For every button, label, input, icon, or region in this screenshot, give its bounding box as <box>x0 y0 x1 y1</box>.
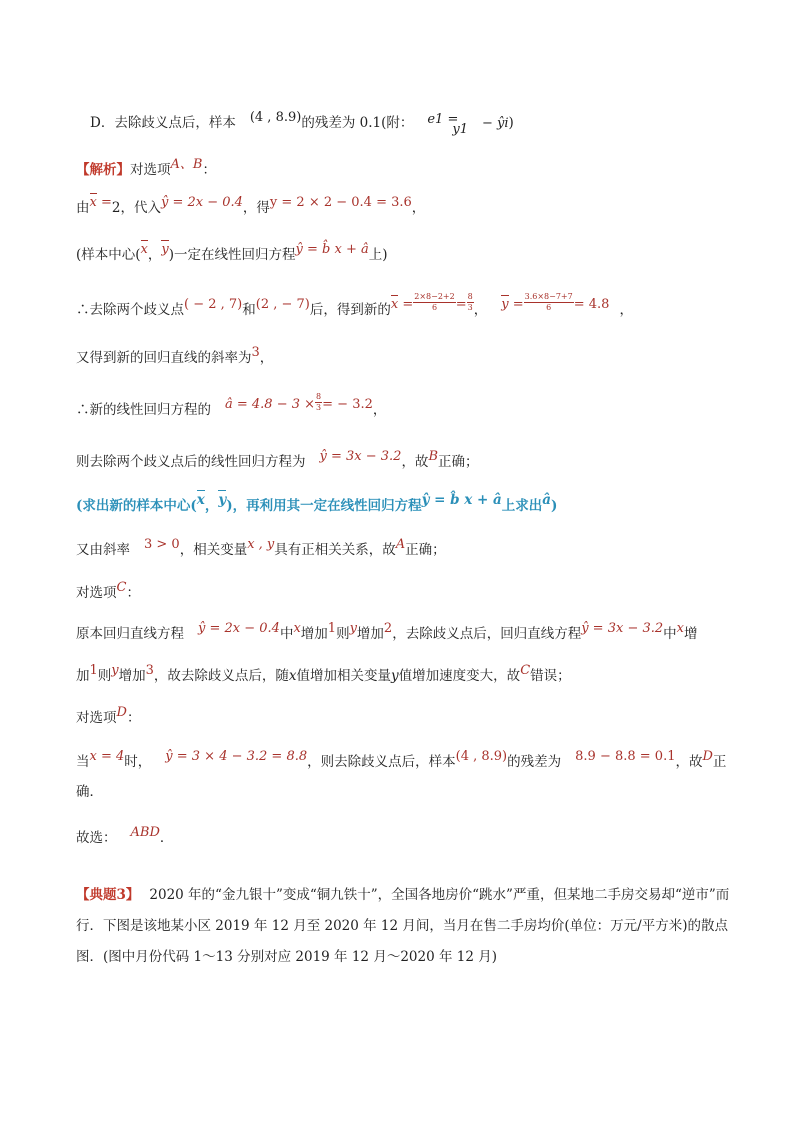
text: ， <box>147 247 162 263</box>
math: = <box>402 297 414 312</box>
math: D <box>702 749 713 764</box>
line-8-hint <box>76 492 754 516</box>
math-ybar: y <box>218 492 227 508</box>
text: 时， <box>124 754 152 770</box>
example-tag: 【典题3】 <box>76 887 140 903</box>
line-5 <box>76 345 754 369</box>
text: 错误； <box>530 668 571 684</box>
text: ， <box>619 302 633 318</box>
text: )，再利用其一定在线性回归方程 <box>226 498 422 514</box>
math-eq: ŷ = b̂ x + â <box>295 242 369 257</box>
math: x <box>293 621 301 636</box>
math-eq: ŷ = 2x − 0.4 <box>160 195 243 210</box>
line-3 <box>76 242 754 266</box>
math-eq: 8.9 − 8.8 = 0.1 <box>575 749 676 764</box>
text: 值增加速度变大，故 <box>398 668 521 684</box>
line-11 <box>76 621 754 645</box>
math: C <box>520 663 531 678</box>
math: â <box>542 492 552 508</box>
text: ，则去除歧义点后，样本 <box>307 754 456 770</box>
math: x , y <box>247 537 275 552</box>
frac-den: 3 <box>316 403 322 412</box>
math-yi: − ŷi <box>481 116 509 131</box>
text: 则 <box>97 668 112 684</box>
math-xbar: x <box>196 492 205 508</box>
math: A <box>395 537 406 552</box>
text: 对选项 <box>130 162 171 178</box>
line-7 <box>76 449 754 473</box>
text: 又由斜率 <box>76 542 130 558</box>
math-eq: ŷ = 3x − 3.2 <box>319 449 402 464</box>
text: ： <box>126 710 141 726</box>
frac-num: 8 <box>467 292 473 301</box>
line-2 <box>76 195 754 219</box>
text: 故选： <box>76 830 117 846</box>
text: 正 <box>712 754 727 770</box>
math: 3 <box>145 663 154 678</box>
math: y <box>349 621 357 636</box>
text: 2 <box>111 200 121 216</box>
math-e1: e1 = <box>427 112 459 127</box>
math-eq: x = 4 <box>89 749 125 764</box>
text: 加 <box>76 668 90 684</box>
text: 增 <box>683 626 698 642</box>
text: 由 <box>76 200 90 216</box>
line-13 <box>76 705 754 729</box>
frac-den: 6 <box>431 303 438 312</box>
math: x <box>676 621 684 636</box>
math: = <box>455 297 467 312</box>
text: ： <box>126 585 140 601</box>
text: ，故 <box>675 754 703 770</box>
answer-line <box>76 825 754 849</box>
math-point: (4 , 8.9) <box>249 110 302 125</box>
text: 增加 <box>118 668 146 684</box>
math-xbar: x <box>141 240 148 260</box>
math-y1: y1 <box>452 122 468 137</box>
math: 2 <box>383 621 393 636</box>
line-10 <box>76 580 754 604</box>
text: ， <box>204 498 219 514</box>
text: (求出新的样本中心( <box>76 498 197 514</box>
text: ，故去除歧义点后，随 <box>153 668 289 684</box>
text: ． <box>159 830 174 846</box>
text: ， <box>411 200 426 216</box>
math: y <box>391 668 399 684</box>
text: 上求出 <box>501 498 543 514</box>
example-text: 2020 年的“金九银十”变成“铜九铁十”，全国各地房价“跳水”严重，但某地二手房交易却“逆市”而行．下图是该地某小区 2019 年 12 月至 2020 年 12 月间，当月在售二手房均价(单位：万元/平方米)的散点图．(图中月份代码 1～13 分别对应 2019 年 12 月～2020 年 12 月) <box>76 887 730 965</box>
math: 3 <box>251 345 260 360</box>
text: ∴去除两个歧义点 <box>76 302 184 318</box>
text: ， <box>473 302 488 318</box>
text: ) <box>551 498 558 514</box>
math: = 4.8 <box>573 297 610 312</box>
line-14 <box>76 749 754 773</box>
math: 3 > 0 <box>144 537 180 552</box>
frac-den: 3 <box>467 303 473 312</box>
math: y <box>111 663 119 678</box>
text: ，得 <box>242 200 270 216</box>
text: 值增加相关变量 <box>296 668 392 684</box>
example-3 <box>76 880 754 973</box>
frac-num: 3.6×8−7+7 <box>524 292 573 301</box>
text: 的残差为 <box>507 754 562 770</box>
math: B <box>428 449 438 464</box>
math: = <box>512 297 524 312</box>
math-point: ( − 2 , 7) <box>184 297 243 312</box>
text: 和 <box>242 302 256 318</box>
text: ∴新的线性回归方程的 <box>76 402 211 418</box>
text: 增加 <box>356 626 384 642</box>
text: 对选项 <box>76 585 117 601</box>
text: 对选项 <box>76 710 117 726</box>
option-d-line <box>90 110 754 137</box>
text: (样本中心( <box>76 247 141 263</box>
frac-num: 8 <box>316 392 322 401</box>
line-12 <box>76 663 754 687</box>
analysis-tag: 【解析】 <box>76 162 130 178</box>
text: 又得到新的回归直线的斜率为 <box>76 350 252 366</box>
text: ： <box>202 162 216 178</box>
math-eq: y = 2 × 2 − 0.4 = 3.6 <box>269 195 412 210</box>
text: D．去除歧义点后，样本 <box>90 115 236 131</box>
text: 正确； <box>438 454 479 470</box>
text: 正确； <box>405 542 446 558</box>
answer: ABD <box>130 825 160 840</box>
text: 则去除两个歧义点后的线性回归方程为 <box>76 454 306 470</box>
text: ，去除歧义点后，回归直线方程 <box>392 626 582 642</box>
math-point: (2 , − 7) <box>255 297 310 312</box>
math-eq: = − 3.2 <box>322 397 373 412</box>
text: 原本回归直线方程 <box>76 626 184 642</box>
text: 具有正相关关系，故 <box>274 542 396 558</box>
math-ybar: y <box>501 295 508 315</box>
math-eq: ŷ = 3 × 4 − 3.2 = 8.8 <box>165 749 308 764</box>
text: 确． <box>76 784 103 800</box>
math-ybar: y <box>161 240 168 260</box>
text: 增加 <box>300 626 328 642</box>
text: ，代入 <box>120 200 161 216</box>
line-6 <box>76 392 754 421</box>
text: ， <box>259 350 274 366</box>
math-eq: ŷ = 2x − 0.4 <box>198 621 280 636</box>
math: = <box>100 195 112 210</box>
math: D <box>116 705 127 720</box>
text: 则 <box>336 626 350 642</box>
line-9 <box>76 537 754 561</box>
text: 的残差为 0.1(附： <box>301 115 414 131</box>
math-xbar: x <box>90 193 97 213</box>
text: 上) <box>368 247 388 263</box>
math-xbar: x <box>391 295 398 315</box>
text: ，相关变量 <box>179 542 248 558</box>
text: ，故 <box>401 454 429 470</box>
math: x <box>288 668 297 684</box>
math: 1 <box>89 663 98 678</box>
text: ， <box>372 402 387 418</box>
math: C <box>116 580 127 595</box>
text: 中 <box>663 626 677 642</box>
text: ) <box>508 115 514 131</box>
text: 中 <box>279 626 294 642</box>
math: A、B <box>170 157 203 172</box>
frac-den: 6 <box>546 303 552 312</box>
frac-num: 2×8−2+2 <box>414 292 455 301</box>
math: 1 <box>327 621 337 636</box>
math-eq: ŷ = 3x − 3.2 <box>581 621 664 636</box>
line-15 <box>76 782 754 802</box>
math-eq: ŷ = b̂ x + â <box>421 492 502 508</box>
analysis-line <box>76 157 754 181</box>
text: 后，得到新的 <box>309 302 391 318</box>
math-point: (4 , 8.9) <box>455 749 508 764</box>
text: 当 <box>76 754 90 770</box>
math-eq: â = 4.8 − 3 × <box>225 397 316 412</box>
text: )一定在线性回归方程 <box>168 247 296 263</box>
